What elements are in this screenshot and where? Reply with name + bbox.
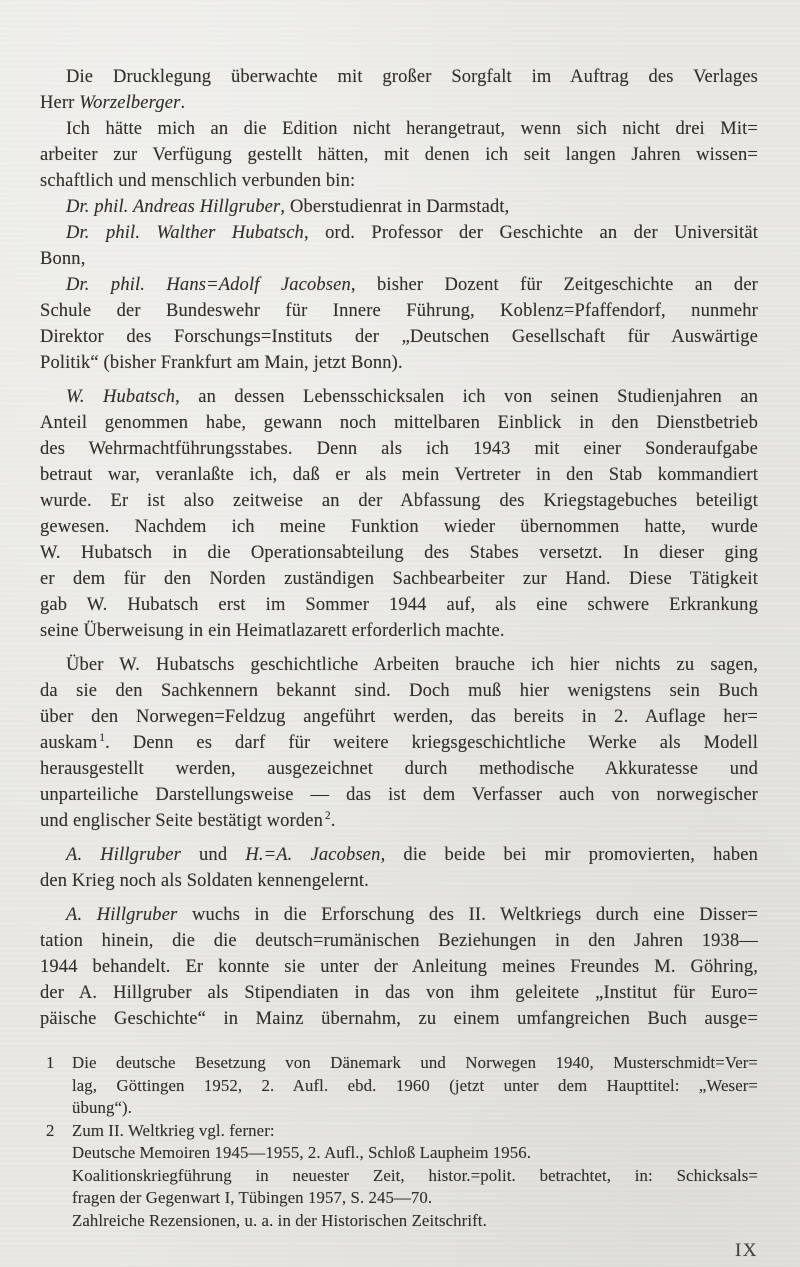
- text-line: [40, 868, 758, 894]
- paragraph: [40, 902, 758, 1032]
- text-segment: , Oberstudienrat in Darmstadt,: [280, 197, 510, 217]
- text-segment: gewesen. Nachdem ich meine Funktion wieder übernommen hatte, wurde: [40, 517, 758, 537]
- book-page: [40, 64, 758, 1262]
- footnote-number: 1: [46, 1053, 55, 1072]
- text-segment: über den Norwegen=Feldzug angeführt werden, das bereits in 2. Auflage her=: [40, 707, 758, 727]
- text-segment: Zum II. Weltkrieg vgl. ferner:: [72, 1120, 275, 1140]
- text-segment: und: [180, 845, 246, 865]
- text-line: [40, 350, 758, 376]
- text-line: [40, 142, 758, 168]
- text-segment: Politik“ (bisher Frankfurt am Main, jetzt Bonn).: [40, 353, 403, 373]
- footnotes: [40, 1052, 758, 1232]
- text-line: [40, 730, 758, 756]
- paragraph: [40, 384, 758, 644]
- text-line: [40, 272, 758, 298]
- text-line: [40, 902, 758, 928]
- person-name: W. Hubatsch: [66, 387, 176, 407]
- text-segment: päische Geschichte“ in Mainz übernahm, zu einem umfangreichen Buch ausge=: [40, 1009, 758, 1029]
- text-line: [72, 1187, 758, 1210]
- footnote-number: 2: [46, 1120, 55, 1140]
- text-line: [40, 954, 758, 980]
- page-number: IX: [734, 1240, 758, 1261]
- text-segment: da sie den Sachkennern bekannt sind. Doch muß hier wenigstens sein Buch: [40, 681, 758, 701]
- text-line: [40, 246, 758, 272]
- text-segment: unparteiliche Darstellungsweise — das ist dem Verfasser auch von norwegischer: [40, 785, 758, 805]
- text-line: [40, 782, 758, 808]
- text-line: [72, 1075, 758, 1098]
- text-segment: lag, Göttingen 1952, 2. Aufl. ebd. 1960 (jetzt unter dem Haupttitel: „Weser=: [72, 1075, 758, 1095]
- person-name: A. Hillgruber: [66, 845, 181, 865]
- text-line: [40, 980, 758, 1006]
- text-segment: Ich hätte mich an die Edition nicht herangetraut, wenn sich nicht drei Mit=: [66, 119, 758, 139]
- text-line: [72, 1210, 758, 1233]
- text-segment: wurde. Er ist also zeitweise an der Abfassung des Kriegstagebuches beteiligt: [40, 491, 758, 511]
- text-line: [40, 324, 758, 350]
- paragraph: [40, 652, 758, 834]
- text-segment: der A. Hillgruber als Stipendiaten in das von ihm geleitete „Institut für Euro=: [40, 983, 758, 1003]
- text-segment: , bisher Dozent für Zeitgeschichte an der: [350, 275, 758, 295]
- person-name: Dr. phil. Andreas Hillgruber: [66, 197, 281, 217]
- text-segment: 1944 behandelt. Er konnte sie unter der Anleitung meines Freundes M. Göhring,: [40, 957, 758, 977]
- text-line: [40, 652, 758, 678]
- text-segment: tation hinein, die die deutsch=rumänischen Beziehungen in den Jahren 1938—: [40, 931, 758, 951]
- text-line: [40, 90, 758, 116]
- text-line: [72, 1165, 758, 1188]
- text-segment: Herr: [40, 93, 80, 113]
- text-segment: herausgestellt werden, ausgezeichnet durch methodische Akkuratesse und: [40, 759, 758, 779]
- person-name: A. Hillgruber: [66, 905, 178, 925]
- text-line: [40, 704, 758, 730]
- footnote: [40, 1052, 758, 1120]
- text-line: [40, 678, 758, 704]
- text-segment: .: [330, 811, 336, 831]
- paragraph: [40, 116, 758, 194]
- text-segment: Direktor des Forschungs=Instituts der „Deutschen Gesellschaft für Auswärtige: [40, 327, 758, 347]
- text-segment: .: [180, 93, 186, 113]
- text-segment: Anteil genommen habe, gewann noch mittelbaren Einblick in den Dienstbetrieb: [40, 413, 758, 433]
- text-line: [40, 842, 758, 868]
- text-line: [40, 220, 758, 246]
- text-segment: Über W. Hubatschs geschichtliche Arbeiten brauche ich hier nichts zu sagen,: [66, 655, 758, 675]
- text-line: [72, 1120, 758, 1143]
- text-segment: übung“).: [72, 1098, 132, 1117]
- person-name: H.=A. Jacobsen: [245, 845, 381, 865]
- paragraph: [40, 220, 758, 272]
- paragraph: [40, 194, 758, 220]
- text-segment: arbeiter zur Verfügung gestellt hätten, mit denen ich seit langen Jahren wissen=: [40, 145, 758, 165]
- paragraph: [40, 842, 758, 894]
- text-line: [40, 592, 758, 618]
- text-segment: betraut war, veranlaßte ich, daß er als mein Vertreter in den Stab kommandiert: [40, 465, 758, 485]
- text-line: [40, 384, 758, 410]
- paragraph: [40, 272, 758, 376]
- person-name: Worzelberger: [79, 93, 181, 113]
- text-segment: auskam: [40, 733, 98, 753]
- text-segment: Bonn,: [40, 249, 86, 269]
- text-segment: . Denn es darf für weitere kriegsgeschichtliche Werke als Modell: [105, 733, 758, 753]
- text-line: [40, 298, 758, 324]
- text-line: [40, 436, 758, 462]
- person-name: Dr. phil. Hans=Adolf Jacobsen: [66, 275, 351, 295]
- text-line: [40, 618, 758, 644]
- text-segment: , an dessen Lebensschicksalen ich von seinen Studienjahren an: [175, 387, 758, 407]
- footnote: [40, 1120, 758, 1233]
- text-line: [40, 928, 758, 954]
- text-line: [40, 514, 758, 540]
- text-segment: wuchs in die Erforschung des II. Weltkriegs durch eine Disser=: [177, 905, 759, 925]
- text-line: [40, 462, 758, 488]
- text-segment: des Wehrmachtführungsstabes. Denn als ich 1943 mit einer Sonderaufgabe: [40, 439, 758, 459]
- text-line: [40, 1006, 758, 1032]
- main-text: [40, 64, 758, 1032]
- text-line: [40, 488, 758, 514]
- text-segment: gab W. Hubatsch erst im Sommer 1944 auf, als eine schwere Erkrankung: [40, 595, 758, 615]
- text-segment: Zahlreiche Rezensionen, u. a. in der Historischen Zeitschrift.: [72, 1210, 487, 1230]
- text-line: [72, 1052, 758, 1075]
- text-line: [40, 756, 758, 782]
- paragraph: [40, 64, 758, 116]
- text-line: [40, 194, 758, 220]
- footnote-marker: 2: [324, 809, 331, 822]
- text-segment: den Krieg noch als Soldaten kennengelernt.: [40, 871, 369, 891]
- text-line: [40, 566, 758, 592]
- text-segment: Schule der Bundeswehr für Innere Führung, Koblenz=Pfaffendorf, nunmehr: [40, 301, 758, 321]
- text-segment: , ord. Professor der Geschichte an der Universität: [303, 223, 758, 243]
- text-segment: Die deutsche Besetzung von Dänemark und Norwegen 1940, Musterschmidt=Ver=: [72, 1053, 758, 1072]
- text-line: [72, 1142, 758, 1165]
- text-segment: schaftlich und menschlich verbunden bin:: [40, 171, 356, 191]
- text-line: [72, 1097, 758, 1120]
- text-segment: er dem für den Norden zuständigen Sachbearbeiter zur Hand. Diese Tätigkeit: [40, 569, 758, 589]
- text-line: [40, 64, 758, 90]
- text-line: [40, 116, 758, 142]
- text-line: [40, 410, 758, 436]
- text-segment: Deutsche Memoiren 1945—1955, 2. Aufl., Schloß Laupheim 1956.: [72, 1143, 532, 1162]
- text-line: [40, 808, 758, 834]
- text-line: [40, 540, 758, 566]
- text-segment: Koalitionskriegführung in neuester Zeit, histor.=polit. betrachtet, in: Schicksals=: [72, 1165, 758, 1185]
- text-line: [40, 168, 758, 194]
- text-segment: fragen der Gegenwart I, Tübingen 1957, S. 245—70.: [72, 1188, 433, 1207]
- text-segment: W. Hubatsch in die Operationsabteilung des Stabes versetzt. In dieser ging: [40, 543, 758, 563]
- text-segment: und englischer Seite bestätigt worden: [40, 811, 323, 831]
- text-segment: seine Überweisung in ein Heimatlazarett erforderlich machte.: [40, 621, 505, 641]
- person-name: Dr. phil. Walther Hubatsch: [66, 223, 304, 243]
- text-segment: Die Drucklegung überwachte mit großer Sorgfalt im Auftrag des Verlages: [66, 67, 758, 87]
- text-segment: , die beide bei mir promovierten, haben: [380, 845, 759, 865]
- footnote-marker: 1: [99, 731, 106, 744]
